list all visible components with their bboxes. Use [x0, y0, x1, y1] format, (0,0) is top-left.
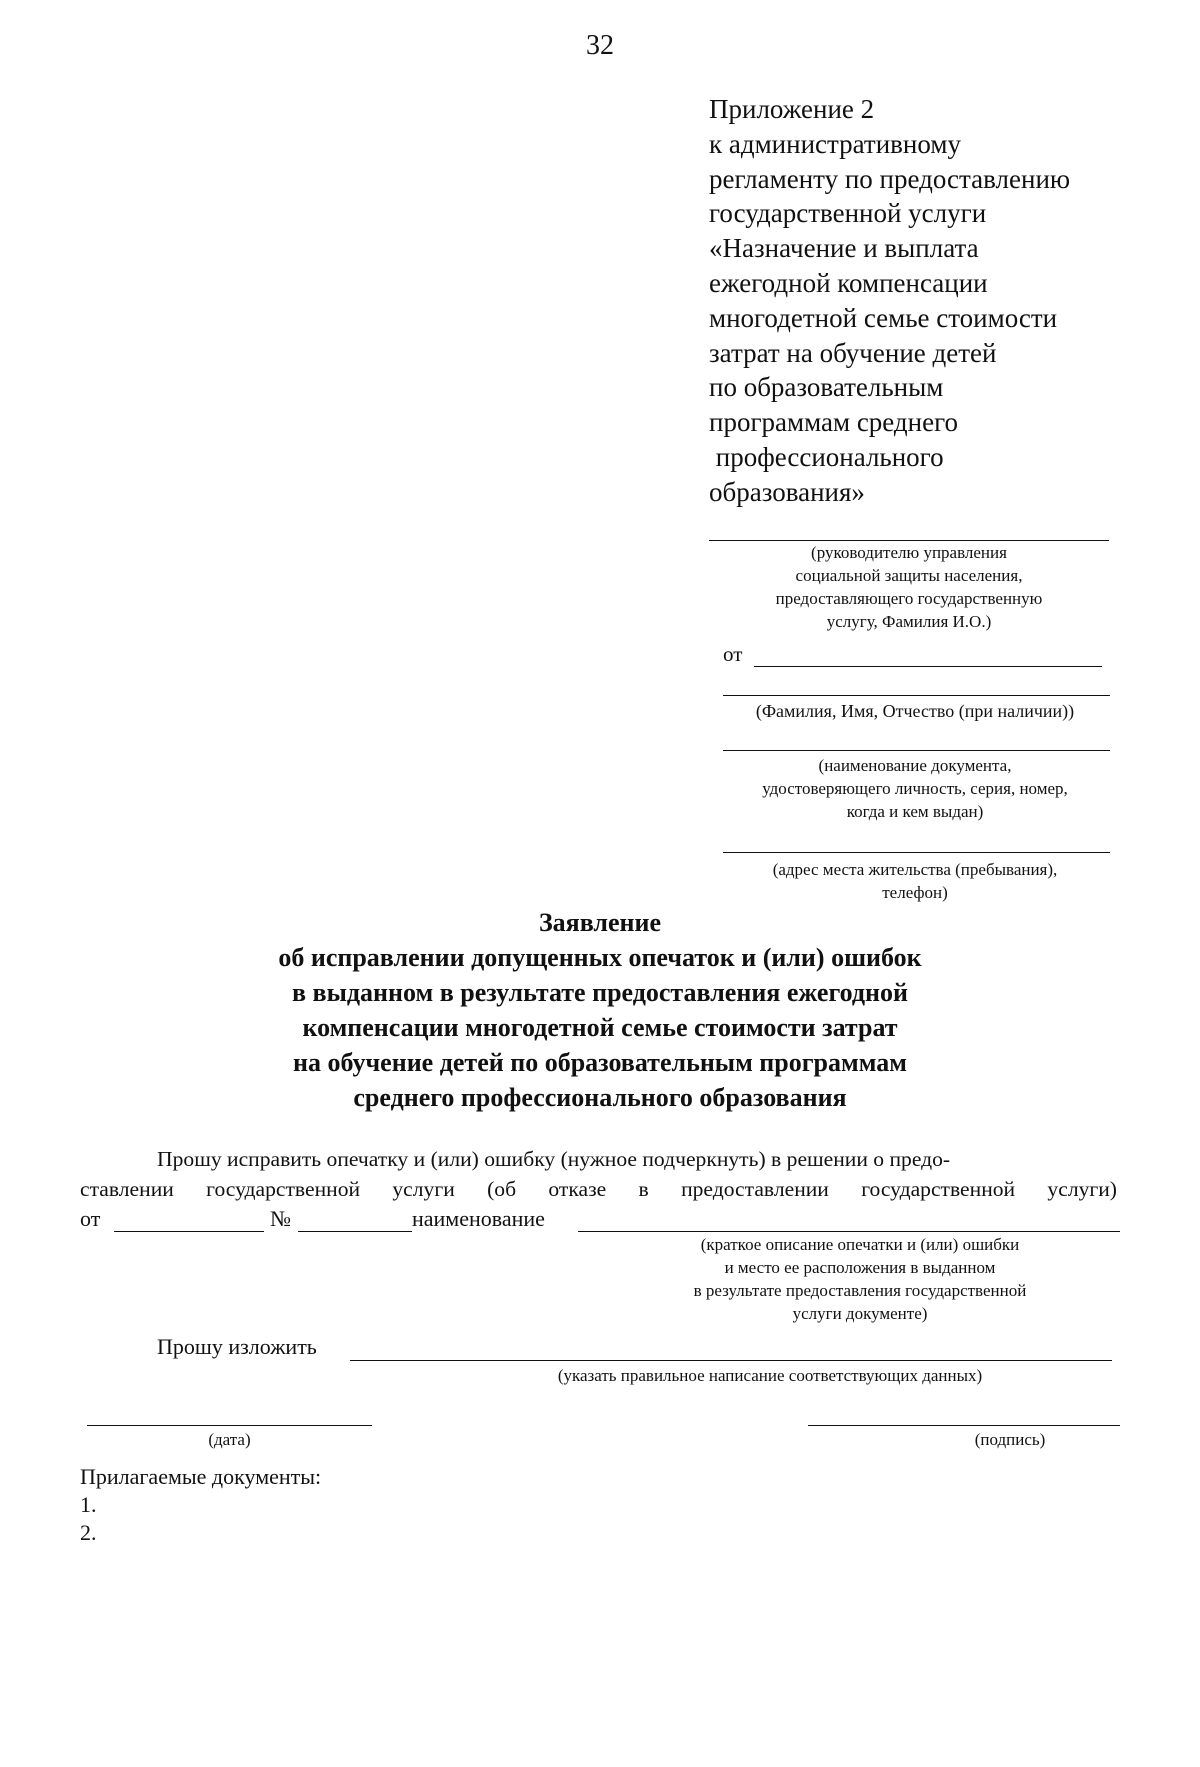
caption-line: (руководителю управления [811, 543, 1007, 562]
appendix-line: профессионального [709, 441, 944, 472]
caption-line: предоставляющего государственную [775, 589, 1043, 608]
caption-line: в результате предоставления государственной [693, 1281, 1027, 1300]
appendix-line: по образовательным [709, 372, 944, 403]
statement-label: Прошу изложить [157, 1334, 317, 1359]
attachments-list [80, 1463, 321, 1547]
caption-line: (краткое описание опечатки и (или) ошибки [700, 1235, 1020, 1254]
address-field[interactable] [723, 852, 1110, 853]
title-line: среднего профессионального образования [353, 1083, 847, 1112]
caption-line: удостоверяющего личность, серия, номер, [762, 779, 1068, 798]
caption-line: услугу, Фамилия И.О.) [826, 612, 992, 631]
request-number-label: № [270, 1206, 291, 1231]
request-from-label: от [80, 1206, 101, 1231]
statement-field[interactable] [350, 1360, 1112, 1361]
caption-line: телефон) [882, 883, 948, 902]
appendix-line: образования» [709, 476, 865, 507]
request-description-field[interactable] [578, 1231, 1120, 1232]
caption-line: социальной защиты населения, [795, 566, 1023, 585]
caption-line: когда и кем выдан) [846, 802, 984, 821]
full-name-field[interactable] [723, 695, 1110, 696]
request-name-label: наименование [412, 1206, 545, 1231]
from-label: от [723, 642, 743, 666]
request-line-1: Прошу исправить опечатку и (или) ошибку (нужное подчеркнуть) в решении о предо- [157, 1147, 951, 1171]
title-main: Заявление [538, 908, 662, 937]
appendix-line: к административному [709, 128, 961, 159]
request-number-field[interactable] [298, 1231, 412, 1232]
addressee-head-caption [709, 541, 1109, 633]
title-line: компенсации многодетной семье стоимости затрат [302, 1013, 898, 1042]
request-line-2: ставлении государственной услуги (об отказе в предоставлении государственной услуги) [80, 1177, 1117, 1201]
signature-caption: (подпись) [974, 1430, 1046, 1449]
full-name-caption: (Фамилия, Имя, Отчество (при наличии)) [755, 701, 1075, 721]
statement-caption: (указать правильное написание соответствующих данных) [557, 1366, 983, 1385]
date-field[interactable] [87, 1425, 372, 1426]
title-line: в выданном в результате предоставления ежегодной [292, 978, 908, 1007]
appendix-line: затрат на обучение детей [709, 337, 997, 368]
appendix-line: многодетной семье стоимости [709, 302, 1058, 333]
appendix-line: ежегодной компенсации [709, 267, 988, 298]
appendix-line: регламенту по предоставлению [709, 163, 1071, 194]
signature-field[interactable] [808, 1425, 1120, 1426]
appendix-line: государственной услуги [709, 198, 987, 229]
address-caption [715, 858, 1115, 904]
date-caption: (дата) [208, 1430, 251, 1449]
title-line: на обучение детей по образовательным программам [293, 1048, 907, 1077]
appendix-line: Приложение 2 [709, 94, 875, 124]
page-number: 32 [586, 30, 614, 61]
appendix-line: «Назначение и выплата [709, 233, 979, 264]
appendix-header [709, 92, 1070, 510]
title-line: об исправлении допущенных опечаток и (или) ошибок [278, 943, 922, 972]
attachment-item: 2. [80, 1520, 97, 1545]
request-caption [640, 1233, 1080, 1325]
caption-line: (адрес места жительства (пребывания), [772, 860, 1058, 879]
attachments-heading: Прилагаемые документы: [80, 1464, 322, 1489]
identity-document-field[interactable] [723, 750, 1110, 751]
attachment-item: 1. [80, 1492, 97, 1517]
identity-document-caption [715, 754, 1115, 823]
from-field[interactable] [754, 666, 1102, 667]
caption-line: услуги документе) [792, 1304, 928, 1323]
document-title [0, 905, 1200, 1115]
caption-line: и место ее расположения в выданном [724, 1258, 996, 1277]
appendix-line: программам среднего [709, 407, 958, 438]
request-date-field[interactable] [114, 1231, 264, 1232]
caption-line: (наименование документа, [818, 756, 1012, 775]
